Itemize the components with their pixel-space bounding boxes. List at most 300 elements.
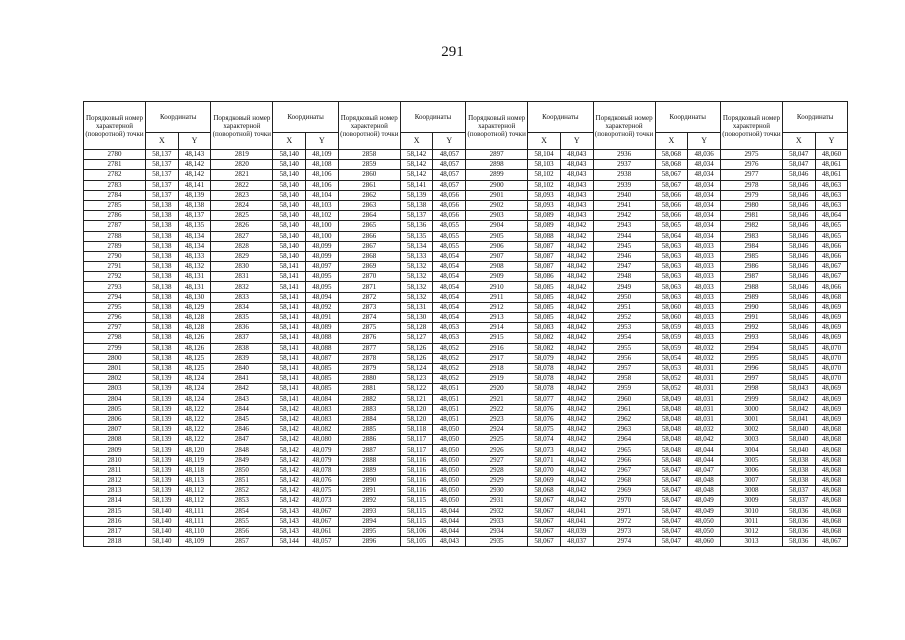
y-coordinate-cell: 48,083 <box>306 404 339 414</box>
point-number-cell: 2872 <box>338 292 400 302</box>
x-coordinate-cell: 58,066 <box>655 200 688 210</box>
point-number-cell: 2824 <box>211 200 273 210</box>
x-coordinate-cell: 58,068 <box>655 160 688 170</box>
x-coordinate-cell: 58,142 <box>273 455 306 465</box>
x-coordinate-cell: 58,077 <box>528 394 561 404</box>
table-row <box>84 241 848 251</box>
y-coordinate-cell: 48,056 <box>433 190 466 200</box>
point-number-cell: 2955 <box>593 343 655 353</box>
y-coordinate-cell: 48,034 <box>688 160 721 170</box>
y-coordinate-cell: 48,052 <box>433 353 466 363</box>
y-coordinate-cell: 48,057 <box>433 180 466 190</box>
point-number-cell: 2970 <box>593 496 655 506</box>
y-coordinate-cell: 48,032 <box>688 425 721 435</box>
y-coordinate-cell: 48,069 <box>815 414 848 424</box>
point-number-cell: 2816 <box>84 516 146 526</box>
x-coordinate-cell: 58,103 <box>528 160 561 170</box>
point-number-cell: 2995 <box>720 353 782 363</box>
point-number-cell: 2876 <box>338 333 400 343</box>
point-number-cell: 2780 <box>84 150 146 160</box>
x-coordinate-cell: 58,121 <box>400 394 433 404</box>
point-number-cell: 2937 <box>593 160 655 170</box>
y-coordinate-cell: 48,043 <box>560 180 593 190</box>
x-coordinate-cell: 58,123 <box>400 374 433 384</box>
x-coordinate-cell: 58,053 <box>655 363 688 373</box>
point-number-cell: 2935 <box>466 537 528 547</box>
point-number-cell: 2957 <box>593 363 655 373</box>
x-coordinate-cell: 58,122 <box>400 384 433 394</box>
x-coordinate-cell: 58,105 <box>400 537 433 547</box>
table-row <box>84 516 848 526</box>
x-coordinate-cell: 58,133 <box>400 251 433 261</box>
x-coordinate-cell: 58,139 <box>146 496 179 506</box>
y-coordinate-cell: 48,033 <box>688 251 721 261</box>
y-coordinate-cell: 48,056 <box>433 200 466 210</box>
y-coordinate-cell: 48,032 <box>688 353 721 363</box>
point-number-cell: 2867 <box>338 241 400 251</box>
x-coordinate-cell: 58,141 <box>273 353 306 363</box>
point-number-header: Порядковый номер характерной (поворотной) точки <box>720 102 782 150</box>
point-number-cell: 2928 <box>466 465 528 475</box>
x-coordinate-cell: 58,045 <box>782 363 815 373</box>
x-coordinate-cell: 58,075 <box>528 425 561 435</box>
point-number-cell: 2960 <box>593 394 655 404</box>
x-coordinate-cell: 58,138 <box>146 363 179 373</box>
point-number-cell: 2966 <box>593 455 655 465</box>
table-row <box>84 435 848 445</box>
table-row <box>84 465 848 475</box>
x-coordinate-cell: 58,141 <box>400 180 433 190</box>
x-coordinate-cell: 58,067 <box>528 506 561 516</box>
y-coordinate-cell: 48,142 <box>178 160 211 170</box>
y-coordinate-cell: 48,042 <box>560 374 593 384</box>
y-coordinate-cell: 48,042 <box>560 282 593 292</box>
point-number-cell: 2886 <box>338 435 400 445</box>
x-coordinate-cell: 58,142 <box>273 425 306 435</box>
point-number-cell: 2952 <box>593 313 655 323</box>
y-coordinate-cell: 48,048 <box>688 476 721 486</box>
x-coordinate-cell: 58,059 <box>655 323 688 333</box>
y-coordinate-cell: 48,100 <box>306 221 339 231</box>
x-coordinate-cell: 58,078 <box>528 374 561 384</box>
x-coordinate-cell: 58,138 <box>400 200 433 210</box>
point-number-cell: 2891 <box>338 486 400 496</box>
y-coordinate-cell: 48,112 <box>178 486 211 496</box>
x-coordinate-cell: 58,046 <box>782 313 815 323</box>
x-coordinate-cell: 58,116 <box>400 455 433 465</box>
x-coordinate-cell: 58,137 <box>146 150 179 160</box>
y-coordinate-cell: 48,068 <box>815 455 848 465</box>
x-coordinate-cell: 58,139 <box>146 414 179 424</box>
x-coordinate-cell: 58,141 <box>273 313 306 323</box>
table-row <box>84 414 848 424</box>
point-number-cell: 2865 <box>338 221 400 231</box>
y-coordinate-cell: 48,095 <box>306 282 339 292</box>
x-coordinate-cell: 58,137 <box>146 190 179 200</box>
y-coordinate-cell: 48,042 <box>560 465 593 475</box>
x-coordinate-cell: 58,139 <box>146 394 179 404</box>
x-coordinate-cell: 58,140 <box>273 231 306 241</box>
x-coordinate-cell: 58,067 <box>655 180 688 190</box>
x-coordinate-cell: 58,036 <box>782 537 815 547</box>
y-coordinate-cell: 48,053 <box>433 323 466 333</box>
x-coordinate-cell: 58,142 <box>400 160 433 170</box>
y-coordinate-cell: 48,095 <box>306 272 339 282</box>
x-coordinate-cell: 58,045 <box>782 353 815 363</box>
y-coordinate-cell: 48,039 <box>560 526 593 536</box>
x-coordinate-cell: 58,047 <box>782 160 815 170</box>
point-number-cell: 2820 <box>211 160 273 170</box>
y-coordinate-cell: 48,042 <box>560 394 593 404</box>
y-coordinate-cell: 48,050 <box>433 445 466 455</box>
x-coordinate-cell: 58,132 <box>400 262 433 272</box>
point-number-cell: 2924 <box>466 425 528 435</box>
point-number-cell: 2919 <box>466 374 528 384</box>
point-number-cell: 3009 <box>720 496 782 506</box>
table-row <box>84 150 848 160</box>
table-row <box>84 211 848 221</box>
point-number-cell: 2962 <box>593 414 655 424</box>
point-number-cell: 2950 <box>593 292 655 302</box>
y-column-header: Y <box>560 133 593 150</box>
y-coordinate-cell: 48,124 <box>178 374 211 384</box>
point-number-cell: 2788 <box>84 231 146 241</box>
y-coordinate-cell: 48,036 <box>688 150 721 160</box>
x-coordinate-cell: 58,046 <box>782 262 815 272</box>
point-number-cell: 2933 <box>466 516 528 526</box>
point-number-cell: 2994 <box>720 343 782 353</box>
y-coordinate-cell: 48,104 <box>306 190 339 200</box>
y-coordinate-cell: 48,067 <box>306 516 339 526</box>
point-number-cell: 2991 <box>720 313 782 323</box>
x-coordinate-cell: 58,045 <box>782 343 815 353</box>
x-coordinate-cell: 58,048 <box>655 445 688 455</box>
y-coordinate-cell: 48,047 <box>688 465 721 475</box>
y-coordinate-cell: 48,067 <box>815 537 848 547</box>
point-number-cell: 2897 <box>466 150 528 160</box>
x-coordinate-cell: 58,041 <box>782 414 815 424</box>
x-coordinate-cell: 58,046 <box>782 190 815 200</box>
point-number-cell: 2989 <box>720 292 782 302</box>
point-number-cell: 2981 <box>720 211 782 221</box>
table-row <box>84 425 848 435</box>
y-coordinate-cell: 48,042 <box>560 262 593 272</box>
y-coordinate-cell: 48,065 <box>815 221 848 231</box>
y-coordinate-cell: 48,126 <box>178 333 211 343</box>
x-coordinate-cell: 58,089 <box>528 221 561 231</box>
y-coordinate-cell: 48,055 <box>433 241 466 251</box>
x-coordinate-cell: 58,141 <box>273 292 306 302</box>
point-number-cell: 2993 <box>720 333 782 343</box>
point-number-cell: 2976 <box>720 160 782 170</box>
y-coordinate-cell: 48,069 <box>815 302 848 312</box>
y-coordinate-cell: 48,067 <box>306 506 339 516</box>
point-number-header: Порядковый номер характерной (поворотной) точки <box>593 102 655 150</box>
point-number-cell: 2877 <box>338 343 400 353</box>
x-coordinate-cell: 58,046 <box>782 282 815 292</box>
x-column-header: X <box>782 133 815 150</box>
y-coordinate-cell: 48,139 <box>178 190 211 200</box>
y-coordinate-cell: 48,128 <box>178 323 211 333</box>
y-coordinate-cell: 48,068 <box>815 435 848 445</box>
x-column-header: X <box>273 133 306 150</box>
x-coordinate-cell: 58,138 <box>146 221 179 231</box>
point-number-cell: 2992 <box>720 323 782 333</box>
x-coordinate-cell: 58,139 <box>146 435 179 445</box>
y-coordinate-cell: 48,055 <box>433 221 466 231</box>
y-coordinate-cell: 48,085 <box>306 384 339 394</box>
point-number-cell: 2845 <box>211 414 273 424</box>
coordinates-header: Координаты <box>400 102 465 133</box>
x-coordinate-cell: 58,038 <box>782 465 815 475</box>
y-coordinate-cell: 48,042 <box>560 455 593 465</box>
x-coordinate-cell: 58,138 <box>146 313 179 323</box>
point-number-cell: 2902 <box>466 200 528 210</box>
point-number-cell: 3012 <box>720 526 782 536</box>
point-number-cell: 2956 <box>593 353 655 363</box>
point-number-cell: 2916 <box>466 343 528 353</box>
x-coordinate-cell: 58,142 <box>273 414 306 424</box>
x-coordinate-cell: 58,067 <box>528 496 561 506</box>
x-coordinate-cell: 58,078 <box>528 363 561 373</box>
x-coordinate-cell: 58,138 <box>146 200 179 210</box>
y-coordinate-cell: 48,075 <box>306 486 339 496</box>
point-number-cell: 2888 <box>338 455 400 465</box>
x-coordinate-cell: 58,116 <box>400 476 433 486</box>
x-coordinate-cell: 58,045 <box>782 374 815 384</box>
x-coordinate-cell: 58,060 <box>655 313 688 323</box>
table-row <box>84 231 848 241</box>
point-number-cell: 2790 <box>84 251 146 261</box>
point-number-cell: 2975 <box>720 150 782 160</box>
x-coordinate-cell: 58,104 <box>528 150 561 160</box>
x-coordinate-cell: 58,141 <box>273 394 306 404</box>
point-number-cell: 2974 <box>593 537 655 547</box>
y-coordinate-cell: 48,097 <box>306 262 339 272</box>
x-coordinate-cell: 58,134 <box>400 241 433 251</box>
x-coordinate-cell: 58,138 <box>146 343 179 353</box>
point-number-cell: 2789 <box>84 241 146 251</box>
y-coordinate-cell: 48,111 <box>178 516 211 526</box>
y-coordinate-cell: 48,054 <box>433 251 466 261</box>
x-coordinate-cell: 58,063 <box>655 262 688 272</box>
y-coordinate-cell: 48,079 <box>306 455 339 465</box>
y-coordinate-cell: 48,043 <box>560 150 593 160</box>
y-coordinate-cell: 48,042 <box>560 221 593 231</box>
y-coordinate-cell: 48,066 <box>815 282 848 292</box>
y-coordinate-cell: 48,138 <box>178 200 211 210</box>
y-coordinate-cell: 48,091 <box>306 313 339 323</box>
y-coordinate-cell: 48,134 <box>178 241 211 251</box>
y-coordinate-cell: 48,042 <box>560 231 593 241</box>
y-coordinate-cell: 48,133 <box>178 251 211 261</box>
y-coordinate-cell: 48,054 <box>433 292 466 302</box>
y-coordinate-cell: 48,132 <box>178 262 211 272</box>
point-number-cell: 3011 <box>720 516 782 526</box>
y-coordinate-cell: 48,068 <box>815 445 848 455</box>
x-coordinate-cell: 58,047 <box>655 506 688 516</box>
table-row <box>84 384 848 394</box>
point-number-cell: 2827 <box>211 231 273 241</box>
y-coordinate-cell: 48,087 <box>306 353 339 363</box>
x-coordinate-cell: 58,082 <box>528 343 561 353</box>
x-coordinate-cell: 58,093 <box>528 200 561 210</box>
x-coordinate-cell: 58,140 <box>273 180 306 190</box>
y-coordinate-cell: 48,102 <box>306 211 339 221</box>
y-coordinate-cell: 48,051 <box>433 384 466 394</box>
x-coordinate-cell: 58,046 <box>782 302 815 312</box>
point-number-cell: 2923 <box>466 414 528 424</box>
y-coordinate-cell: 48,054 <box>433 282 466 292</box>
point-number-cell: 2969 <box>593 486 655 496</box>
y-coordinate-cell: 48,088 <box>306 343 339 353</box>
x-coordinate-cell: 58,063 <box>655 241 688 251</box>
y-coordinate-cell: 48,034 <box>688 211 721 221</box>
point-number-cell: 2899 <box>466 170 528 180</box>
y-coordinate-cell: 48,052 <box>433 343 466 353</box>
table-row <box>84 333 848 343</box>
x-coordinate-cell: 58,140 <box>273 221 306 231</box>
y-coordinate-cell: 48,052 <box>433 363 466 373</box>
point-number-cell: 2792 <box>84 272 146 282</box>
point-number-cell: 2968 <box>593 476 655 486</box>
point-number-cell: 2915 <box>466 333 528 343</box>
y-coordinate-cell: 48,134 <box>178 231 211 241</box>
point-number-cell: 2943 <box>593 221 655 231</box>
point-number-cell: 2986 <box>720 262 782 272</box>
y-coordinate-cell: 48,078 <box>306 465 339 475</box>
x-coordinate-cell: 58,085 <box>528 302 561 312</box>
point-number-cell: 2905 <box>466 231 528 241</box>
point-number-cell: 2947 <box>593 262 655 272</box>
y-coordinate-cell: 48,124 <box>178 384 211 394</box>
y-coordinate-cell: 48,067 <box>815 262 848 272</box>
x-coordinate-cell: 58,138 <box>146 251 179 261</box>
x-coordinate-cell: 58,141 <box>273 374 306 384</box>
y-coordinate-cell: 48,042 <box>560 272 593 282</box>
y-coordinate-cell: 48,113 <box>178 476 211 486</box>
table-row <box>84 353 848 363</box>
x-coordinate-cell: 58,036 <box>782 526 815 536</box>
x-coordinate-cell: 58,047 <box>655 486 688 496</box>
y-coordinate-cell: 48,050 <box>433 486 466 496</box>
x-coordinate-cell: 58,047 <box>655 516 688 526</box>
y-coordinate-cell: 48,068 <box>815 506 848 516</box>
y-coordinate-cell: 48,044 <box>433 506 466 516</box>
x-coordinate-cell: 58,076 <box>528 414 561 424</box>
point-number-cell: 2830 <box>211 262 273 272</box>
point-number-cell: 2909 <box>466 272 528 282</box>
y-coordinate-cell: 48,070 <box>815 353 848 363</box>
point-number-cell: 2901 <box>466 190 528 200</box>
point-number-cell: 2854 <box>211 506 273 516</box>
point-number-cell: 2887 <box>338 445 400 455</box>
y-coordinate-cell: 48,033 <box>688 333 721 343</box>
y-coordinate-cell: 48,070 <box>815 374 848 384</box>
x-coordinate-cell: 58,141 <box>273 272 306 282</box>
point-number-cell: 2913 <box>466 313 528 323</box>
x-coordinate-cell: 58,042 <box>782 394 815 404</box>
point-number-cell: 2834 <box>211 302 273 312</box>
x-coordinate-cell: 58,046 <box>782 323 815 333</box>
table-row <box>84 363 848 373</box>
point-number-cell: 2927 <box>466 455 528 465</box>
x-coordinate-cell: 58,048 <box>655 425 688 435</box>
y-coordinate-cell: 48,073 <box>306 496 339 506</box>
y-coordinate-cell: 48,042 <box>560 333 593 343</box>
x-coordinate-cell: 58,118 <box>400 425 433 435</box>
x-coordinate-cell: 58,138 <box>146 211 179 221</box>
point-number-cell: 2907 <box>466 251 528 261</box>
point-number-cell: 3008 <box>720 486 782 496</box>
point-number-cell: 2849 <box>211 455 273 465</box>
x-coordinate-cell: 58,068 <box>655 150 688 160</box>
y-coordinate-cell: 48,068 <box>815 292 848 302</box>
x-coordinate-cell: 58,036 <box>782 516 815 526</box>
y-coordinate-cell: 48,043 <box>560 160 593 170</box>
y-coordinate-cell: 48,082 <box>306 425 339 435</box>
y-coordinate-cell: 48,069 <box>815 323 848 333</box>
table-row <box>84 262 848 272</box>
y-coordinate-cell: 48,094 <box>306 292 339 302</box>
y-coordinate-cell: 48,054 <box>433 302 466 312</box>
x-coordinate-cell: 58,047 <box>655 476 688 486</box>
x-coordinate-cell: 58,064 <box>655 231 688 241</box>
x-coordinate-cell: 58,130 <box>400 313 433 323</box>
x-column-header: X <box>400 133 433 150</box>
y-coordinate-cell: 48,068 <box>815 425 848 435</box>
point-number-header: Порядковый номер характерной (поворотной) точки <box>84 102 146 150</box>
point-number-cell: 2931 <box>466 496 528 506</box>
point-number-cell: 2838 <box>211 343 273 353</box>
x-coordinate-cell: 58,139 <box>146 476 179 486</box>
y-coordinate-cell: 48,043 <box>433 537 466 547</box>
table-row <box>84 180 848 190</box>
point-number-cell: 2996 <box>720 363 782 373</box>
x-coordinate-cell: 58,116 <box>400 465 433 475</box>
point-number-cell: 2997 <box>720 374 782 384</box>
point-number-cell: 2832 <box>211 282 273 292</box>
point-number-cell: 2863 <box>338 200 400 210</box>
table-row <box>84 526 848 536</box>
x-coordinate-cell: 58,120 <box>400 404 433 414</box>
x-coordinate-cell: 58,115 <box>400 496 433 506</box>
y-coordinate-cell: 48,044 <box>688 455 721 465</box>
x-coordinate-cell: 58,138 <box>146 333 179 343</box>
x-coordinate-cell: 58,137 <box>146 180 179 190</box>
y-coordinate-cell: 48,069 <box>815 384 848 394</box>
y-coordinate-cell: 48,034 <box>688 170 721 180</box>
x-coordinate-cell: 58,047 <box>655 537 688 547</box>
x-coordinate-cell: 58,046 <box>782 221 815 231</box>
y-coordinate-cell: 48,109 <box>306 150 339 160</box>
y-coordinate-cell: 48,033 <box>688 292 721 302</box>
y-coordinate-cell: 48,044 <box>688 445 721 455</box>
x-coordinate-cell: 58,138 <box>146 292 179 302</box>
x-coordinate-cell: 58,140 <box>273 170 306 180</box>
x-coordinate-cell: 58,143 <box>273 526 306 536</box>
y-coordinate-cell: 48,080 <box>306 435 339 445</box>
point-number-cell: 2880 <box>338 374 400 384</box>
point-number-cell: 2813 <box>84 486 146 496</box>
y-coordinate-cell: 48,042 <box>560 496 593 506</box>
y-coordinate-cell: 48,099 <box>306 241 339 251</box>
y-coordinate-cell: 48,031 <box>688 374 721 384</box>
point-number-cell: 2921 <box>466 394 528 404</box>
point-number-cell: 2805 <box>84 404 146 414</box>
y-coordinate-cell: 48,069 <box>815 404 848 414</box>
point-number-cell: 2822 <box>211 180 273 190</box>
